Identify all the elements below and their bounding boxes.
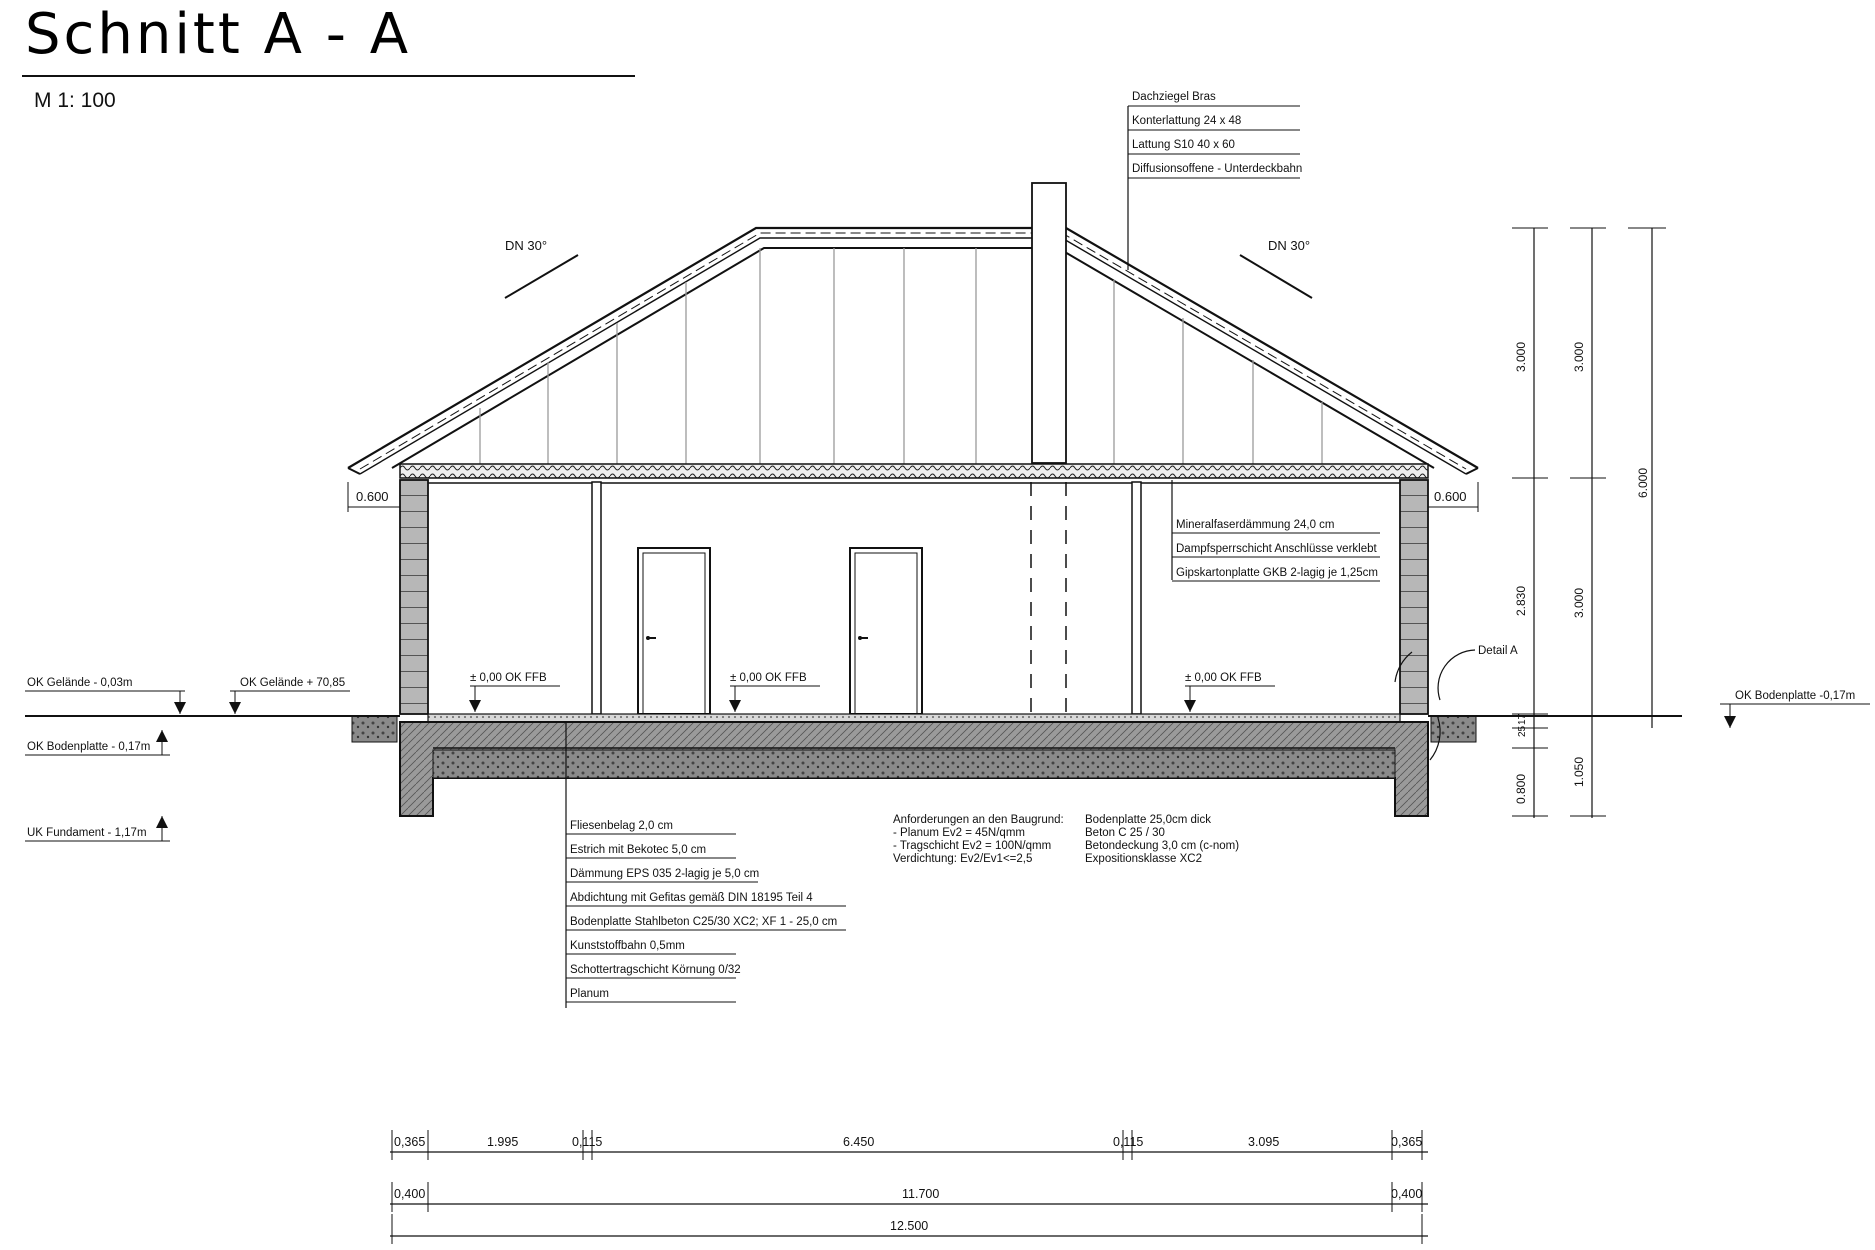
gravel-bed (433, 750, 1395, 778)
chimney (1032, 183, 1066, 463)
ceiling-layer-2: Dampfsperrschicht Anschlüsse verklebt (1176, 543, 1377, 555)
dim-h2-0: 0,400 (394, 1187, 426, 1201)
dim-h1-2: 0,115 (572, 1135, 603, 1149)
ceiling-layer-1: Mineralfaserdämmung 24,0 cm (1176, 519, 1335, 531)
overhang-left (348, 482, 400, 512)
svg-text:6.000: 6.000 (1636, 467, 1650, 498)
dim-h2-2: 0,400 (1391, 1187, 1423, 1201)
svg-text:0.800: 0.800 (1514, 773, 1528, 804)
horizontal-dimension-total (390, 1214, 1428, 1244)
svg-text:OK Bodenplatte - 0,17m: OK Bodenplatte - 0,17m (27, 741, 151, 753)
level-ffb-3 (1184, 672, 1275, 712)
bodenplatte-notes (1085, 814, 1239, 865)
dim-h1-1: 1.995 (487, 1135, 519, 1149)
baugrund-notes (893, 814, 1064, 865)
svg-text:UK Fundament - 1,17m: UK Fundament - 1,17m (27, 827, 147, 839)
svg-text:2.830: 2.830 (1514, 585, 1528, 616)
ceiling-layer-3: Gipskartonplatte GKB 2-lagig je 1,25cm (1176, 567, 1378, 579)
svg-text:17: 17 (1517, 713, 1528, 725)
floor-layer-3: Dämmung EPS 035 2-lagig je 5,0 cm (570, 868, 760, 880)
interior-wall-left (592, 482, 601, 714)
roof (348, 228, 1478, 474)
ceiling-insulation (400, 464, 1428, 478)
level-ffb-2 (729, 672, 820, 712)
roof-pitch-right (1240, 238, 1312, 298)
vertical-dimension-col2 (1570, 228, 1606, 818)
dim-h1-4: 0,115 (1113, 1135, 1144, 1149)
vertical-dimension-total (1628, 228, 1666, 728)
vertical-dimension-col1 (1512, 228, 1548, 818)
horizontal-dimension-row2 (390, 1182, 1428, 1212)
floor-layer-7: Schottertragschicht Körnung 0/32 (570, 964, 741, 976)
drawing-title: Schnitt A - A (25, 2, 412, 67)
exterior-wall-left (400, 480, 428, 714)
svg-text:Beton C 25 / 30: Beton C 25 / 30 (1085, 827, 1165, 839)
level-ok-gelaende-left (25, 677, 186, 714)
exterior-wall-right (1400, 480, 1428, 714)
level-uk-fundament (25, 816, 170, 841)
scale-label: M 1: 100 (34, 89, 116, 112)
floor-layer-5: Bodenplatte Stahlbeton C25/30 XC2; XF 1 - 25,0 cm (570, 916, 838, 928)
svg-text:3.000: 3.000 (1514, 341, 1528, 372)
perimeter-gravel-left (352, 716, 397, 742)
screed-layer (428, 714, 1400, 722)
svg-text:Anforderungen an den Baugrund:: Anforderungen an den Baugrund: (893, 814, 1064, 826)
svg-text:1.050: 1.050 (1572, 756, 1586, 787)
svg-text:0.600: 0.600 (1434, 489, 1467, 504)
dim-h1-6: 0,365 (1391, 1135, 1423, 1149)
svg-text:Expositionsklasse XC2: Expositionsklasse XC2 (1085, 853, 1202, 865)
floor-layer-4: Abdichtung mit Gefitas gemäß DIN 18195 Teil 4 (570, 892, 813, 904)
svg-text:Bodenplatte 25,0cm dick: Bodenplatte 25,0cm dick (1085, 814, 1211, 826)
horizontal-dimension-row1 (390, 1130, 1428, 1160)
roof-ceiling-joists (480, 248, 1322, 468)
roof-pitch-left (505, 238, 578, 298)
dim-h1-3: 6.450 (843, 1135, 875, 1149)
roof-layer-1: Dachziegel Bras (1132, 91, 1216, 103)
svg-text:OK Gelände - 0,03m: OK Gelände - 0,03m (27, 677, 133, 689)
svg-text:± 0,00 OK FFB: ± 0,00 OK FFB (730, 672, 807, 684)
svg-text:3.000: 3.000 (1572, 341, 1586, 372)
dim-h1-5: 3.095 (1248, 1135, 1280, 1149)
svg-text:- Planum Ev2 = 45N/qmm: - Planum Ev2 = 45N/qmm (893, 827, 1025, 839)
floor-layer-1: Fliesenbelag 2,0 cm (570, 820, 673, 832)
svg-text:Verdichtung: Ev2/Ev1<=2,5: Verdichtung: Ev2/Ev1<=2,5 (893, 853, 1033, 865)
svg-text:Detail A: Detail A (1478, 645, 1518, 657)
door-2 (850, 548, 922, 714)
dim-h1-0: 0,365 (394, 1135, 426, 1149)
perimeter-gravel-right (1431, 716, 1476, 742)
level-ffb-1 (469, 672, 560, 712)
dim-h2-1: 11.700 (902, 1187, 940, 1201)
floor-layer-2: Estrich mit Bekotec 5,0 cm (570, 844, 707, 856)
svg-text:DN 30°: DN 30° (505, 238, 548, 253)
overhang-right (1428, 482, 1478, 512)
level-ok-gelaende-abs (229, 677, 350, 714)
roof-layer-3: Lattung S10 40 x 60 (1132, 139, 1235, 151)
level-ok-bodenplatte-left (25, 730, 170, 755)
svg-text:Betondeckung 3,0 cm (c-nom): Betondeckung 3,0 cm (c-nom) (1085, 840, 1240, 852)
level-ok-bodenplatte-right (1720, 690, 1870, 728)
svg-text:12.500: 12.500 (890, 1219, 929, 1233)
roof-layer-4: Diffusionsoffene - Unterdeckbahn (1132, 163, 1303, 175)
door-1 (638, 548, 710, 714)
svg-text:± 0,00 OK FFB: ± 0,00 OK FFB (1185, 672, 1262, 684)
svg-text:0.600: 0.600 (356, 489, 389, 504)
floor-layer-6: Kunststoffbahn 0,5mm (570, 940, 685, 952)
ceiling-layer-callout (1172, 480, 1380, 581)
svg-text:OK Bodenplatte -0,17m: OK Bodenplatte -0,17m (1735, 690, 1856, 702)
svg-text:- Tragschicht Ev2 = 100N/qmm: - Tragschicht Ev2 = 100N/qmm (893, 840, 1052, 852)
svg-text:3.000: 3.000 (1572, 587, 1586, 618)
interior-wall-right (1132, 482, 1141, 714)
svg-text:± 0,00 OK FFB: ± 0,00 OK FFB (470, 672, 547, 684)
svg-text:25: 25 (1517, 725, 1528, 737)
svg-text:DN 30°: DN 30° (1268, 238, 1311, 253)
floor-layer-8: Planum (570, 988, 609, 1000)
svg-text:OK Gelände + 70,85: OK Gelände + 70,85 (240, 677, 346, 689)
roof-layer-2: Konterlattung 24 x 48 (1132, 115, 1242, 127)
